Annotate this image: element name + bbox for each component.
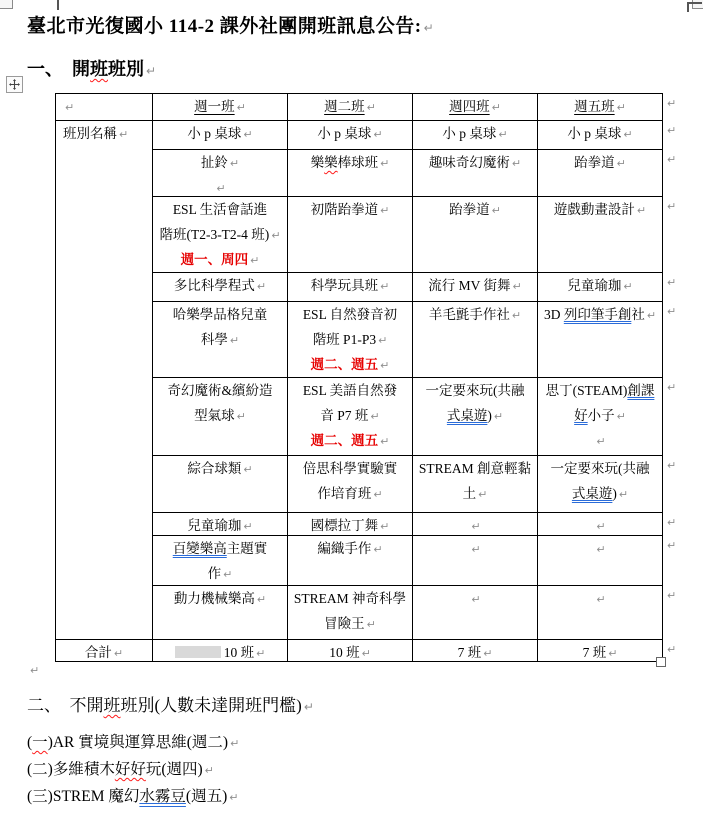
text-line — [538, 403, 662, 428]
class-name-cell — [288, 536, 413, 586]
class-name-cell — [413, 197, 538, 273]
text-line — [153, 456, 287, 481]
text-line — [538, 536, 662, 561]
paragraph-mark-icon: ↵ — [380, 359, 390, 372]
class-name-cell — [153, 150, 288, 197]
paragraph-mark-icon: ↵ — [596, 593, 606, 606]
day-header-cell — [153, 94, 288, 121]
class-name-cell — [288, 513, 413, 536]
text-line — [288, 197, 412, 222]
paragraph-mark-icon: ↵ — [471, 520, 481, 533]
text-segment: 7 班 — [582, 645, 607, 659]
class-name-cell — [153, 586, 288, 640]
text-segment: 二、 不開 — [27, 696, 104, 715]
closed-class-item — [27, 757, 214, 779]
text-line — [288, 513, 412, 533]
text-segment: 小 p 桌球 — [317, 126, 372, 141]
text-segment: ) — [612, 486, 617, 501]
page-title — [27, 11, 434, 38]
text-line — [413, 586, 537, 611]
text-segment: 週四班 — [449, 99, 490, 114]
text-segment: 遊戲動畫設計 — [553, 202, 635, 217]
class-name-cell — [413, 150, 538, 197]
text-segment: 國標拉丁舞 — [310, 518, 379, 533]
text-line — [288, 378, 412, 403]
paragraph-mark-icon: ↵ — [229, 157, 240, 170]
text-segment: 型氣球 — [194, 408, 235, 423]
text-line — [538, 94, 662, 118]
paragraph-mark-icon: ↵ — [380, 280, 390, 293]
class-name-cell — [153, 273, 288, 302]
total-count-cell — [153, 640, 288, 662]
text-segment: 主題實 — [226, 541, 268, 556]
class-name-cell — [288, 586, 413, 640]
text-line — [288, 456, 412, 481]
text-line — [538, 273, 662, 298]
class-name-cell — [413, 513, 538, 536]
text-segment: 一 — [32, 734, 48, 751]
text-segment: 班 — [90, 59, 108, 79]
text-segment: 編織手作 — [317, 541, 372, 556]
total-count-cell — [288, 640, 413, 662]
paragraph-mark-icon: ↵ — [491, 204, 501, 217]
paragraph-mark-icon: ↵ — [616, 410, 626, 423]
text-line — [413, 150, 537, 175]
text-line — [538, 150, 662, 175]
text-line — [538, 640, 662, 659]
paragraph-mark-icon: ↵ — [119, 128, 129, 141]
paragraph-mark-icon: ↵ — [250, 254, 260, 267]
text-line — [153, 513, 287, 533]
text-segment: 小 p 桌球 — [187, 126, 242, 141]
paragraph-mark-icon: ↵ — [378, 334, 388, 347]
text-line — [63, 94, 152, 118]
paragraph-mark-icon: ↵ — [596, 543, 606, 556]
text-line — [153, 561, 287, 583]
paragraph-mark-icon: ↵ — [216, 182, 226, 194]
paragraph-mark-icon: ↵ — [361, 647, 371, 659]
text-segment: 小子 — [587, 408, 615, 423]
text-line — [288, 302, 412, 327]
paragraph-mark-icon: ↵ — [65, 101, 75, 114]
class-name-cell — [153, 513, 288, 536]
text-line — [538, 378, 662, 403]
text-line — [153, 273, 287, 298]
text-segment: ESL 自然發音初 — [302, 307, 398, 322]
text-line — [413, 513, 537, 533]
text-segment: 思丁(STEAM) — [545, 383, 628, 398]
class-name-cell — [153, 302, 288, 378]
class-name-cell — [538, 121, 663, 150]
text-segment: ESL 生活會話進 — [172, 202, 268, 217]
paragraph-mark-icon: ↵ — [512, 280, 522, 293]
text-line — [153, 175, 287, 194]
paragraph-mark-icon: ↵ — [373, 128, 383, 141]
text-line — [288, 327, 412, 352]
text-line — [153, 197, 287, 222]
text-line — [538, 428, 662, 453]
text-line — [288, 150, 412, 175]
paragraph-mark-icon: ↵ — [596, 435, 606, 448]
text-segment: 作培育班 — [317, 486, 372, 501]
paragraph-mark-icon: ↵ — [146, 64, 157, 78]
paragraph-mark-icon: ↵ — [646, 309, 657, 322]
text-segment: ESL 美語自然發 — [302, 383, 398, 398]
text-segment: 冒險王 — [324, 616, 365, 631]
paragraph-mark-icon: ↵ — [229, 791, 239, 804]
paragraph-mark-icon: ↵ — [243, 128, 253, 141]
class-name-cell — [288, 302, 413, 378]
text-segment: 週二、週五 — [310, 357, 379, 372]
text-segment: 社 — [631, 307, 645, 322]
text-segment: 奇幻魔術&繽紛造 — [167, 383, 273, 398]
text-line — [413, 640, 537, 659]
paragraph-mark-icon: ↵ — [373, 488, 383, 501]
paragraph-mark-icon: ↵ — [498, 128, 508, 141]
paragraph-mark-icon: ↵ — [243, 520, 253, 533]
text-segment: 科學玩具班 — [310, 278, 379, 293]
text-segment: 班別名稱 — [63, 126, 117, 141]
text-line — [413, 197, 537, 222]
text-segment: 式桌遊 — [571, 486, 613, 501]
text-segment: 合計 — [84, 645, 112, 659]
total-count-cell — [413, 640, 538, 662]
class-name-cell — [153, 378, 288, 456]
text-line — [153, 222, 287, 247]
text-line — [413, 302, 537, 327]
text-segment: 創課 — [627, 383, 655, 398]
text-segment: 羊毛氈手作社 — [428, 307, 510, 322]
table-move-handle-icon[interactable] — [6, 76, 23, 93]
text-line — [63, 121, 152, 146]
paragraph-mark-icon: ↵ — [230, 737, 240, 750]
paragraph-mark-icon: ↵ — [471, 543, 481, 556]
paragraph-mark-icon: ↵ — [618, 488, 629, 501]
text-segment: 跆拳道 — [449, 202, 490, 217]
paragraph-mark-icon: ↵ — [596, 520, 606, 533]
text-segment: 綜合球類 — [187, 461, 242, 476]
text-line — [538, 121, 662, 146]
text-segment: 樂 — [310, 155, 325, 170]
text-segment: 週一班 — [194, 99, 235, 114]
ruler-corner-artifact — [0, 0, 13, 9]
end-of-row-mark-icon: ↵ — [667, 305, 677, 318]
text-segment: ) — [487, 408, 492, 423]
paragraph-mark-icon: ↵ — [204, 764, 214, 777]
class-name-cell — [288, 273, 413, 302]
text-line — [413, 378, 537, 403]
text-line — [413, 273, 537, 298]
open-classes-table — [55, 93, 663, 662]
class-name-cell — [153, 197, 288, 273]
text-line — [413, 94, 537, 118]
text-line — [538, 481, 662, 506]
paragraph-mark-icon: ↵ — [256, 647, 266, 659]
text-line — [288, 352, 412, 375]
class-name-cell — [538, 197, 663, 273]
total-row — [56, 640, 663, 662]
paragraph-mark-icon: ↵ — [243, 463, 253, 476]
text-segment: (二)多維積木 — [27, 761, 115, 778]
text-line — [538, 197, 662, 222]
text-segment: STREAM 創意輕黏 — [418, 461, 532, 476]
text-segment: (週五) — [185, 788, 228, 805]
text-segment: 玩(週四) — [145, 761, 203, 778]
class-name-cell — [413, 456, 538, 513]
text-segment: 週二班 — [324, 99, 365, 114]
text-segment: 棒球班 — [337, 155, 379, 170]
text-segment: 班別(人數未達開班門檻) — [120, 696, 302, 715]
day-header-cell — [538, 94, 663, 121]
class-name-cell — [538, 586, 663, 640]
text-line — [288, 481, 412, 506]
text-segment: 班 — [103, 696, 121, 715]
text-segment: 作 — [207, 566, 222, 581]
paragraph-mark-icon: ↵ — [380, 157, 390, 170]
class-name-cell — [413, 586, 538, 640]
class-name-cell — [288, 456, 413, 513]
text-segment: 兒童瑜珈 — [567, 278, 622, 293]
text-line — [538, 456, 662, 481]
paragraph-mark-icon: ↵ — [366, 101, 376, 114]
end-of-row-mark-icon: ↵ — [667, 124, 677, 137]
text-segment: 扯鈴 — [200, 155, 228, 170]
text-segment: 百變樂高 — [172, 541, 227, 556]
end-of-row-mark-icon: ↵ — [667, 200, 677, 213]
text-line — [288, 640, 412, 659]
paragraph-mark-icon: ↵ — [113, 647, 124, 659]
text-line — [153, 378, 287, 403]
paragraph-mark-icon: ↵ — [511, 157, 522, 170]
four-way-arrow-icon — [9, 79, 20, 90]
end-of-row-mark-icon: ↵ — [667, 516, 677, 529]
text-line — [413, 403, 537, 428]
text-segment: 一定要來玩(共融 — [550, 461, 650, 476]
text-line — [413, 121, 537, 146]
text-segment: 樂 — [324, 155, 338, 170]
paragraph-mark-icon: ↵ — [483, 647, 493, 659]
text-line — [153, 247, 287, 270]
row-label-cell — [56, 121, 153, 640]
text-segment: 週一、周四 — [180, 252, 249, 267]
text-segment: 水霧豆 — [139, 788, 186, 805]
closed-class-item — [27, 784, 238, 806]
text-segment: 週二、週五 — [310, 433, 379, 448]
text-line — [288, 611, 412, 636]
text-line — [288, 273, 412, 298]
total-count-cell — [538, 640, 663, 662]
class-name-cell — [538, 302, 663, 378]
text-line — [288, 586, 412, 611]
text-segment: 一、 開 — [27, 59, 90, 79]
end-of-row-mark-icon: ↵ — [667, 153, 677, 166]
text-segment: )AR 實境與運算思維(週二) — [47, 734, 229, 751]
paragraph-mark-icon: ↵ — [373, 543, 383, 556]
text-segment: 音 P7 班 — [320, 408, 369, 423]
section2-heading — [27, 691, 314, 716]
text-line — [153, 536, 287, 561]
table-header-row — [56, 94, 663, 121]
text-segment: 流行 MV 街舞 — [428, 278, 511, 293]
text-segment: 一定要來玩(共融 — [425, 383, 525, 398]
text-segment: 初階跆拳道 — [310, 202, 379, 217]
paragraph-mark-icon: ↵ — [511, 309, 522, 322]
paragraph-mark-icon: ↵ — [229, 334, 240, 347]
text-segment: 多比科學程式 — [173, 278, 255, 293]
paragraph-mark-icon: ↵ — [623, 280, 633, 293]
text-line — [153, 94, 287, 118]
gray-highlight-block — [175, 646, 221, 658]
end-of-row-mark-icon: ↵ — [667, 643, 677, 656]
text-line — [56, 640, 152, 659]
text-line — [153, 327, 287, 352]
section1-heading — [27, 55, 156, 81]
text-line — [153, 586, 287, 611]
paragraph-mark-icon: ↵ — [380, 204, 390, 217]
text-segment: STREAM 神奇科學 — [293, 591, 407, 606]
text-segment: 兒童瑜珈 — [187, 518, 242, 533]
class-name-cell — [538, 456, 663, 513]
end-of-row-mark-icon: ↵ — [667, 589, 677, 602]
class-name-cell — [538, 378, 663, 456]
paragraph-mark-icon: ↵ — [380, 435, 390, 448]
text-segment: 趣味奇幻魔術 — [428, 155, 510, 170]
text-segment: (三)STREM 魔幻 — [27, 788, 140, 805]
paragraph-mark-icon: ↵ — [370, 410, 380, 423]
class-name-cell — [288, 121, 413, 150]
text-line — [153, 150, 287, 175]
paragraph-mark-icon: ↵ — [256, 280, 267, 293]
text-segment: 階班 P1-P3 — [312, 332, 377, 347]
text-line — [538, 513, 662, 533]
paragraph-mark-icon: ↵ — [423, 21, 435, 35]
text-segment: 跆拳道 — [574, 155, 615, 170]
header-empty-cell — [56, 94, 153, 121]
paragraph-mark-icon: ↵ — [623, 128, 633, 141]
total-label-cell — [56, 640, 153, 662]
class-name-cell — [538, 536, 663, 586]
text-segment: 動力機械樂高 — [173, 591, 255, 606]
text-segment: 科學 — [200, 332, 228, 347]
text-segment: 倍思科學實驗實 — [302, 461, 398, 476]
text-segment: 班別 — [108, 59, 144, 79]
paragraph-mark-icon: ↵ — [616, 101, 626, 114]
end-of-row-mark-icon: ↵ — [667, 459, 677, 472]
class-name-cell — [413, 378, 538, 456]
text-segment: 7 班 — [457, 645, 482, 659]
paragraph-mark-icon: ↵ — [471, 593, 481, 606]
paragraph-mark-icon: ↵ — [303, 700, 314, 714]
text-line — [288, 94, 412, 118]
class-name-cell — [153, 121, 288, 150]
paragraph-mark-icon: ↵ — [380, 520, 390, 533]
table-row — [56, 121, 663, 150]
class-name-cell — [538, 150, 663, 197]
paragraph-mark-icon: ↵ — [236, 410, 246, 423]
text-line — [288, 403, 412, 428]
paragraph-mark-icon: ↵ — [491, 101, 501, 114]
text-line — [288, 536, 412, 561]
paragraph-mark-icon: ↵ — [478, 488, 488, 501]
text-segment: 式桌遊 — [446, 408, 488, 423]
closed-class-item — [27, 730, 239, 752]
class-name-cell — [288, 197, 413, 273]
text-segment: 好好 — [114, 761, 146, 778]
text-segment: 土 — [462, 486, 477, 501]
text-line — [153, 302, 287, 327]
paragraph-mark-icon: ↵ — [608, 647, 618, 659]
paragraph-mark-icon: ↵ — [366, 618, 376, 631]
class-name-cell — [538, 273, 663, 302]
paragraph-mark-icon: ↵ — [636, 204, 647, 217]
text-boundary-mark — [687, 2, 702, 12]
text-boundary-mark — [57, 0, 59, 10]
text-line — [413, 456, 537, 481]
paragraph-mark-icon: ↵ — [271, 229, 281, 242]
class-name-cell — [413, 273, 538, 302]
text-line — [538, 586, 662, 611]
end-of-row-mark-icon: ↵ — [667, 276, 677, 289]
class-name-cell — [153, 456, 288, 513]
text-segment: 臺北市光復國小 114-2 課外社團開班訊息公告: — [27, 16, 422, 37]
text-segment: 階班(T2-3-T2-4 班) — [159, 227, 270, 242]
text-segment: 小 p 桌球 — [442, 126, 497, 141]
end-of-row-mark-icon: ↵ — [667, 381, 677, 394]
class-name-cell — [153, 536, 288, 586]
text-line — [153, 403, 287, 428]
day-header-cell — [288, 94, 413, 121]
text-segment: ( — [27, 734, 33, 751]
text-line — [413, 536, 537, 561]
text-segment: 列印筆手創 — [563, 307, 632, 322]
text-line — [288, 121, 412, 146]
text-segment: 週五班 — [574, 99, 615, 114]
table-resize-handle[interactable] — [656, 657, 666, 667]
end-of-row-mark-icon: ↵ — [667, 539, 677, 552]
class-name-cell — [538, 513, 663, 536]
text-line — [538, 302, 662, 327]
paragraph-mark-icon: ↵ — [493, 410, 504, 423]
text-segment: 好 — [574, 408, 588, 423]
class-name-cell — [413, 536, 538, 586]
paragraph-mark-icon: ↵ — [616, 157, 626, 170]
text-segment: 小 p 桌球 — [567, 126, 622, 141]
text-segment: 3D — [543, 307, 564, 322]
paragraph-mark-icon: ↵ — [256, 593, 267, 606]
text-segment: 10 班 — [329, 645, 360, 659]
text-line — [288, 428, 412, 453]
end-of-row-mark-icon: ↵ — [667, 97, 677, 110]
paragraph-mark-icon: ↵ — [30, 664, 40, 677]
class-name-cell — [413, 302, 538, 378]
text-line — [413, 481, 537, 506]
class-name-cell — [288, 378, 413, 456]
text-line — [153, 121, 287, 146]
text-segment: 10 班 — [223, 645, 255, 659]
paragraph-mark-icon: ↵ — [223, 568, 233, 581]
day-header-cell — [413, 94, 538, 121]
text-line — [153, 640, 287, 659]
class-name-cell — [288, 150, 413, 197]
paragraph-mark-icon: ↵ — [236, 101, 246, 114]
text-segment: 哈樂學品格兒童 — [172, 307, 268, 322]
class-name-cell — [413, 121, 538, 150]
